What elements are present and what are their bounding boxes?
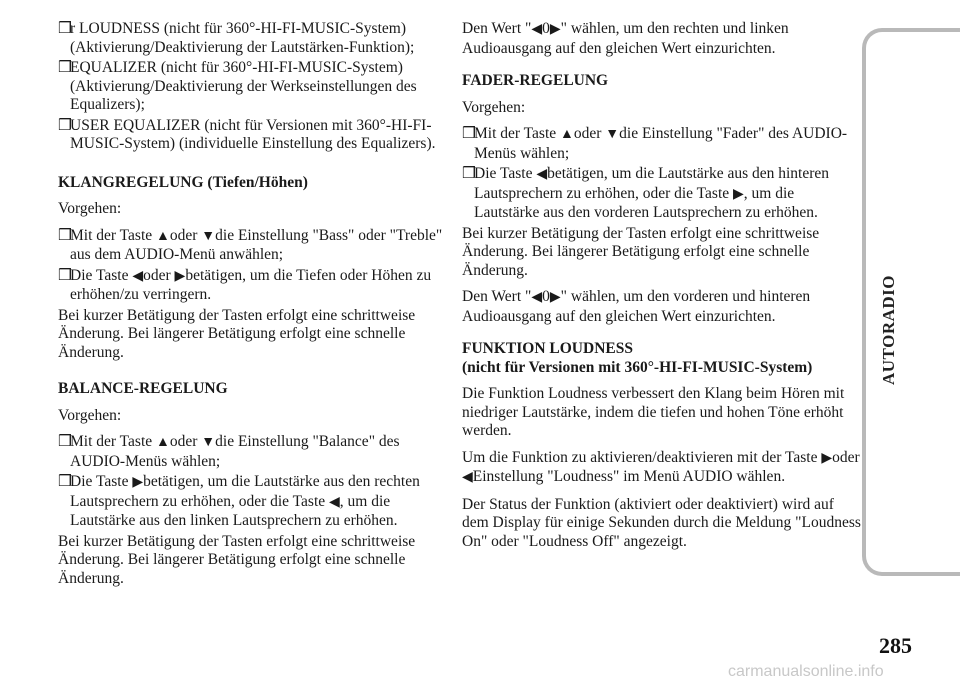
section-heading: KLANGREGELUNG (Tiefen/Höhen) (58, 173, 308, 191)
checkbox-bullet-icon: ❒ (58, 20, 72, 37)
paragraph: Bei kurzer Betätigung der Tasten erfolgt eine schrittweise Änderung. Bei längerer Betätigung erfolgt eine schnelle Änderung. (58, 532, 416, 587)
arrow-down-icon: ▼ (201, 228, 216, 244)
section-heading: BALANCE-REGELUNG (58, 380, 228, 397)
checkbox-bullet-icon: ❒ (58, 266, 72, 284)
checkbox-bullet-icon: ❒ (462, 125, 476, 142)
checkbox-bullet-icon: ❒ (58, 226, 72, 244)
list-item: ❒ Die Taste ◀oder ▶betätigen, um die Tiefen oder Höhen zu erhöhen/zu verringern. (58, 266, 432, 303)
arrow-left-icon: ◀ (329, 494, 340, 510)
list-item: ❒ Die Taste ▶betätigen, um die Lautstärke aus den rechten Lautsprechern zu erhöhen, oder die Taste ◀, um die Lautstärke aus den linken Lautsprechern zu erhöhen. (58, 473, 420, 529)
procedure-label: Vorgehen: (58, 200, 122, 217)
arrow-right-icon: ▶ (174, 268, 186, 284)
list-item: ❒ USER EQUALIZER (nicht für Versionen mit 360°-HI-FI-MUSIC-System) (individuelle Einstellung des Equalizers). (58, 116, 436, 152)
arrow-right-icon: ▶ (132, 475, 144, 490)
list-item: ❒ Die Taste ◀betätigen, um die Lautstärke aus den hinteren Lautsprechern zu erhöhen, oder die Taste ▶, um die Lautstärke aus den vorderen Lautsprechern zu erhöhen. (462, 165, 830, 221)
left-column (58, 20, 443, 588)
arrow-left-icon: ◀ (536, 167, 548, 182)
list-item: ❒ EQUALIZER (nicht für 360°-HI-FI-MUSIC-System) (Aktivierung/Deaktivierung der Werkseinstellungen des Equalizers); (58, 59, 417, 113)
arrow-right-icon: ▶ (549, 22, 561, 37)
paragraph: Den Wert "◀0▶" wählen, um den vorderen und hinteren Audioausgang auf den gleichen Wert einzurichten. (462, 288, 811, 325)
arrow-left-icon: ◀ (531, 290, 543, 305)
arrow-right-icon: ▶ (821, 450, 833, 466)
arrow-left-icon: ◀ (531, 22, 543, 37)
arrow-left-icon: ◀ (132, 268, 144, 284)
arrow-down-icon: ▼ (201, 435, 216, 450)
paragraph: Den Wert "◀0▶" wählen, um den rechten und linken Audioausgang auf den gleichen Wert einzurichten. (462, 20, 789, 57)
page-number: 285 (879, 633, 912, 658)
arrow-right-icon: ▶ (733, 186, 744, 202)
chapter-tab-label: AUTORADIO (879, 275, 898, 385)
paragraph: Um die Funktion zu aktivieren/deaktivieren mit der Taste ▶oder ◀Einstellung "Loudness" im Menü AUDIO wählen. (462, 448, 860, 485)
paragraph: Bei kurzer Betätigung der Tasten erfolgt eine schrittweise Änderung. Bei längerer Betätigung erfolgt eine schnelle Änderung. (58, 306, 416, 361)
right-column (462, 20, 862, 551)
chapter-tab (862, 28, 960, 576)
checkbox-bullet-icon: ❒ (58, 116, 72, 134)
arrow-up-icon: ▲ (156, 228, 170, 244)
paragraph: Der Status der Funktion (aktiviert oder deaktiviert) wird auf dem Display für einige Sekunden durch die Meldung "Loudness On" oder "Loudness Off" angezeigt. (462, 495, 861, 550)
paragraph: Bei kurzer Betätigung der Tasten erfolgt eine schrittweise Änderung. Bei längerer Betätigung erfolgt eine schnelle Änderung. (462, 224, 820, 279)
arrow-down-icon: ▼ (605, 127, 620, 142)
checkbox-bullet-icon: ❒ (462, 165, 476, 182)
checkbox-bullet-icon: ❒ (58, 433, 72, 450)
arrow-up-icon: ▲ (560, 127, 574, 142)
list-item: ❒ r LOUDNESS (nicht für 360°-HI-FI-MUSIC-System) (Aktivierung/Deaktivierung der Lautstärken-Funktion); (58, 20, 415, 56)
section-heading: FADER-REGELUNG (462, 72, 609, 89)
list-item: ❒ Mit der Taste ▲oder ▼die Einstellung "Fader" des AUDIO-Menüs wählen; (462, 125, 848, 162)
section-subheading: (nicht für Versionen mit 360°-HI-FI-MUSIC-System) (462, 358, 813, 376)
checkbox-bullet-icon: ❒ (58, 473, 72, 490)
list-item: ❒ Mit der Taste ▲oder ▼die Einstellung "Bass" oder "Treble" aus dem AUDIO-Menü anwählen; (58, 226, 443, 263)
procedure-label: Vorgehen: (462, 98, 526, 116)
arrow-up-icon: ▲ (156, 435, 170, 450)
arrow-left-icon: ◀ (462, 470, 473, 485)
arrow-right-icon: ▶ (549, 290, 561, 305)
list-item: ❒ Mit der Taste ▲oder ▼die Einstellung "Balance" des AUDIO-Menüs wählen; (58, 433, 400, 470)
checkbox-bullet-icon: ❒ (58, 59, 72, 76)
watermark: carmanualsonline.info (728, 663, 884, 680)
section-heading: FUNKTION LOUDNESS (462, 340, 633, 357)
procedure-label: Vorgehen: (58, 406, 122, 424)
paragraph: Die Funktion Loudness verbessert den Klang beim Hören mit niedriger Lautstärke, indem die tiefen und hohen Töne erhöht werden. (462, 385, 845, 439)
